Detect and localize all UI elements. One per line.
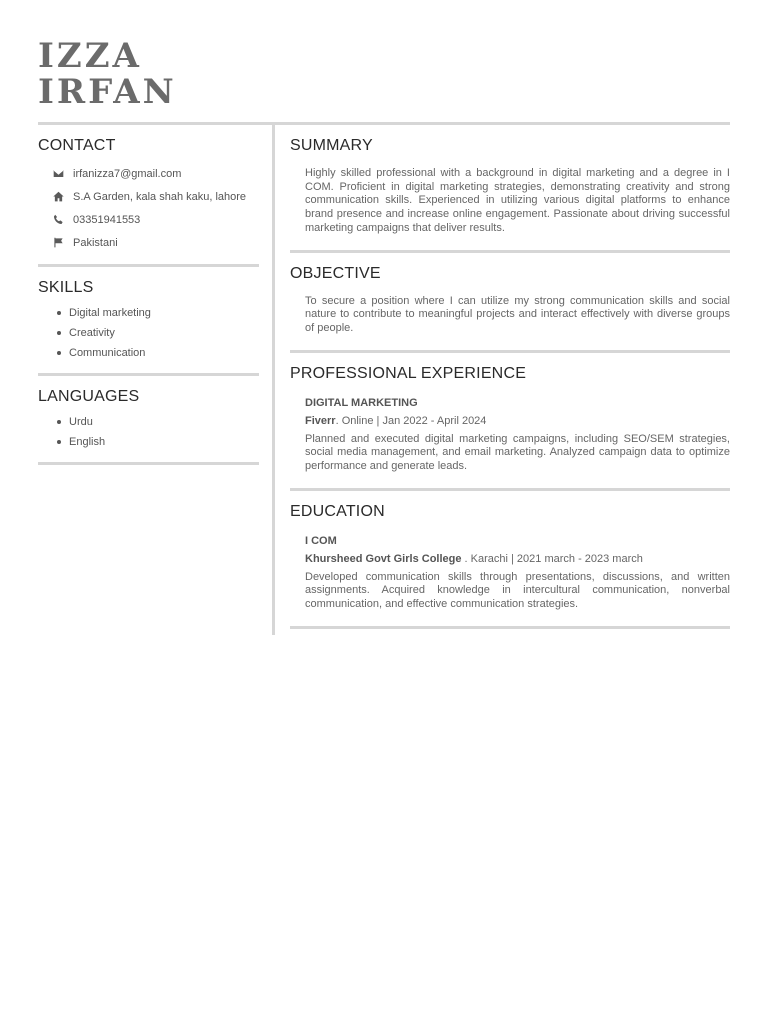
education-degree: I COM xyxy=(305,534,337,547)
phone-icon xyxy=(52,213,65,226)
experience-company: Fiverr xyxy=(305,414,336,427)
languages-list xyxy=(56,412,259,452)
contact-email[interactable] xyxy=(38,162,259,185)
contact-list xyxy=(38,162,259,254)
section-divider xyxy=(38,462,259,465)
experience-role: DIGITAL MARKETING xyxy=(305,396,418,409)
list-item: Digital marketing xyxy=(56,303,259,323)
flag-icon xyxy=(52,236,65,249)
contact-address-text: S.A Garden, kala shah kaku, lahore xyxy=(73,190,247,203)
last-name: IRFAN xyxy=(38,72,177,112)
right-column xyxy=(290,125,730,629)
education-description: Developed communication skills through presentations, discussions, and written assignments. Acquired knowledge in intercultural communication, nonverbal communication, and effective communication strategies. xyxy=(305,570,730,611)
section-divider xyxy=(290,626,730,629)
section-divider xyxy=(290,250,730,253)
experience-details: . Online | Jan 2022 - April 2024 xyxy=(335,414,487,427)
contact-nationality xyxy=(38,231,259,254)
education-details: . Karachi | 2021 march - 2023 march xyxy=(461,552,643,565)
section-divider xyxy=(290,350,730,353)
skills-list xyxy=(56,303,259,363)
contact-email-text: irfanizza7@gmail.com xyxy=(73,167,182,180)
section-divider xyxy=(290,488,730,491)
envelope-icon xyxy=(52,167,65,180)
languages-heading: LANGUAGES xyxy=(38,388,140,405)
experience-description: Planned and executed digital marketing campaigns, including SEO/SEM strategies, social media management, and email marketing. Analyzed campaign data to optimize performance and generate leads. xyxy=(305,432,730,473)
experience-heading: PROFESSIONAL EXPERIENCE xyxy=(290,364,527,382)
contact-heading: CONTACT xyxy=(38,137,116,154)
summary-text: Highly skilled professional with a background in digital marketing and a degree in I COM. Proficient in digital marketing strategies, demonstrating creativity and strong communication skills. Experienced in utilizing various digital platforms to enhance brand presence and increase online engagement. Passionate about driving successful marketing campaigns that deliver results. xyxy=(305,167,730,234)
list-item: Creativity xyxy=(56,323,259,343)
contact-nationality-text: Pakistani xyxy=(73,236,118,249)
objective-text: To secure a position where I can utilize my strong communication skills and social nature to contribute to meaningful projects and interact effectively with diverse groups of people. xyxy=(305,294,730,334)
education-school: Khursheed Govt Girls College xyxy=(305,552,462,565)
section-divider xyxy=(38,264,259,267)
list-item: Communication xyxy=(56,343,259,363)
column-divider xyxy=(272,125,275,635)
skills-heading: SKILLS xyxy=(38,279,94,296)
experience-meta xyxy=(305,415,730,427)
first-name: IZZA xyxy=(38,36,142,76)
candidate-name xyxy=(38,38,177,110)
education-heading: EDUCATION xyxy=(290,502,385,520)
contact-address xyxy=(38,185,259,208)
left-column xyxy=(38,125,259,465)
list-item: English xyxy=(56,432,259,452)
objective-heading: OBJECTIVE xyxy=(290,264,381,282)
contact-phone[interactable] xyxy=(38,208,259,231)
section-divider xyxy=(38,373,259,376)
contact-phone-text: 03351941553 xyxy=(73,213,141,226)
education-meta xyxy=(305,553,730,565)
list-item: Urdu xyxy=(56,412,259,432)
home-icon xyxy=(52,190,65,203)
summary-heading: SUMMARY xyxy=(290,137,373,154)
